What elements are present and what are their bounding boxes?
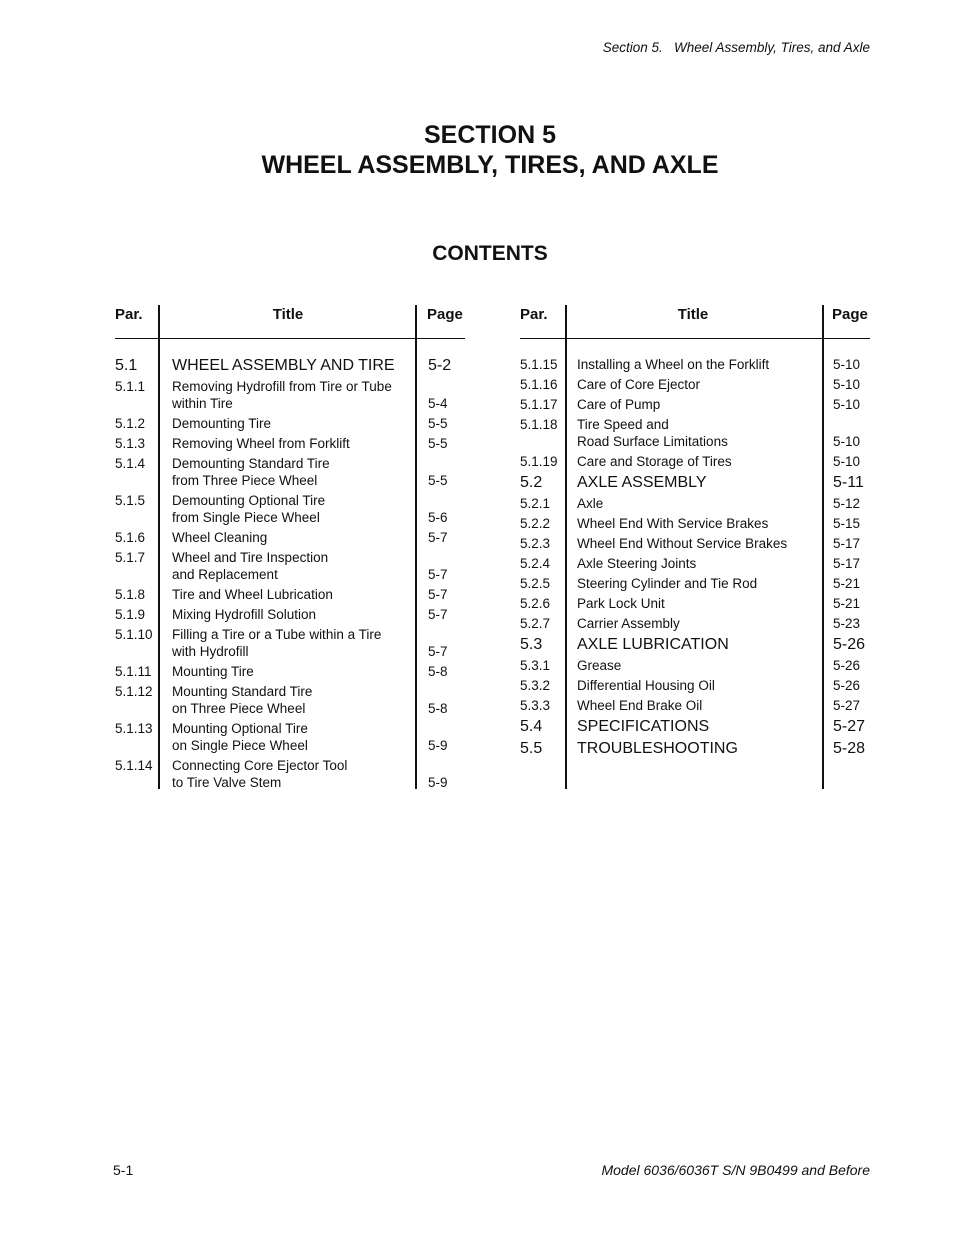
toc-page: 5-7 [428,587,448,602]
toc-par: 5.1.11 [115,664,152,679]
toc-title: Mixing Hydrofill Solution [172,607,317,622]
toc-par: 5.1.18 [520,417,558,432]
toc-par: 5.1.1 [115,379,146,394]
toc-title: Mounting Standard Tire on Three Piece Wheel [172,684,313,716]
toc-par: 5.1.14 [115,758,153,773]
toc-par: 5.2.1 [520,496,551,511]
toc-page: 5-17 [833,556,861,571]
toc-entry [115,435,465,452]
toc-par: 5.1 [115,357,138,374]
section-title [0,120,954,180]
section-number: SECTION 5 [424,121,556,149]
toc-par: 5.2.3 [520,536,551,551]
toc-title: Wheel Cleaning [172,530,268,545]
toc-par: 5.3 [520,636,543,653]
toc-title: Axle Steering Joints [577,556,697,571]
toc-entry [520,717,870,737]
toc-par: 5.3.1 [520,658,551,673]
section-name: WHEEL ASSEMBLY, TIRES, AND AXLE [261,151,719,179]
toc-par: 5.2.7 [520,616,551,631]
toc-par: 5.1.16 [520,377,558,392]
toc-right-rows [520,339,870,759]
par-header: Par. [520,306,548,323]
toc-par: 5.2 [520,474,543,491]
toc-title: Demounting Optional Tire from Single Piece Wheel [172,493,326,525]
toc-title: Care of Core Ejector [577,377,701,392]
toc-page: 5-10 [833,397,861,412]
toc-title: Steering Cylinder and Tie Rod [577,576,758,591]
toc-par: 5.3.3 [520,698,551,713]
toc-par: 5.1.15 [520,357,558,372]
toc-par: 5.1.13 [115,721,153,736]
toc-title: Care and Storage of Tires [577,454,732,469]
toc-title: TROUBLESHOOTING [577,740,738,757]
toc-page: 5-26 [833,658,861,673]
toc-title: Mounting Tire [172,664,254,679]
toc-title: Removing Wheel from Forklift [172,436,350,451]
toc-entry [520,739,870,759]
toc-page: 5-10 [833,454,861,469]
toc-title: Installing a Wheel on the Forklift [577,357,770,372]
model-footer: Model 6036/6036T S/N 9B0499 and Before [601,1162,870,1178]
toc-title: Wheel End Brake Oil [577,698,703,713]
toc-entry [520,495,870,512]
toc-par: 5.1.3 [115,436,146,451]
toc-page: 5-8 [428,664,448,679]
toc-title: WHEEL ASSEMBLY AND TIRE [172,357,395,374]
toc-title: Wheel End Without Service Brakes [577,536,788,551]
toc-page: 5-21 [833,576,861,591]
toc-par: 5.2.4 [520,556,551,571]
toc-entry [115,529,465,546]
toc-par: 5.2.6 [520,596,551,611]
toc-header-row [115,305,465,339]
toc-page: 5-11 [833,474,864,491]
toc-entry [520,376,870,393]
toc-title: Connecting Core Ejector Tool to Tire Valve Stem [172,758,348,790]
toc-page: 5-8 [428,701,448,716]
toc-entry [115,683,465,717]
toc-par: 5.5 [520,740,543,757]
toc-page: 5-7 [428,567,448,582]
toc-par: 5.1.17 [520,397,558,412]
toc-title: Carrier Assembly [577,616,680,631]
toc-title: Removing Hydrofill from Tire or Tube within Tire [172,379,392,411]
toc-title: Care of Pump [577,397,661,412]
toc-page: 5-26 [833,678,861,693]
toc-page: 5-2 [428,357,452,374]
toc-page: 5-21 [833,596,861,611]
toc-header-row [520,305,870,339]
toc-par: 5.1.5 [115,493,146,508]
toc-page: 5-4 [428,396,448,411]
toc-title: Mounting Optional Tire on Single Piece Wheel [172,721,308,753]
toc-entry [115,356,465,376]
toc-page: 5-7 [428,644,448,659]
toc-entry [115,455,465,489]
toc-entry [520,555,870,572]
toc-entry [115,757,465,791]
toc-left-rows [115,339,465,791]
toc-par: 5.2.2 [520,516,551,531]
toc-entry [520,515,870,532]
toc-title: Demounting Standard Tire from Three Piece Wheel [172,456,330,488]
toc-page: 5-7 [428,530,448,545]
toc-par: 5.1.7 [115,550,146,565]
toc-par: 5.2.5 [520,576,551,591]
toc-title: Filling a Tire or a Tube within a Tire with Hydrofill [172,627,382,659]
toc-par: 5.1.19 [520,454,558,469]
toc-par: 5.1.8 [115,587,146,602]
toc-title: SPECIFICATIONS [577,718,710,735]
toc-par: 5.1.10 [115,627,153,642]
toc-page: 5-17 [833,536,861,551]
toc-par: 5.1.12 [115,684,153,699]
toc-entry [115,549,465,583]
toc-title: Grease [577,658,622,673]
toc-entry [520,416,870,450]
toc-right-column [520,305,870,761]
title-header: Title [272,306,304,323]
toc-title: Tire and Wheel Lubrication [172,587,333,602]
toc-title: Park Lock Unit [577,596,665,611]
toc-page: 5-26 [833,636,866,653]
toc-title: AXLE ASSEMBLY [577,474,707,491]
toc-entry [520,635,870,655]
toc-entry [520,473,870,493]
toc-entry [520,615,870,632]
title-header: Title [677,306,709,323]
toc-page: 5-5 [428,436,448,451]
toc-entry [115,663,465,680]
toc-entry [520,453,870,470]
toc-entry [115,720,465,754]
toc-title: Tire Speed and Road Surface Limitations [577,417,728,449]
toc-entry [115,415,465,432]
toc-title: Wheel and Tire Inspection and Replacement [172,550,329,582]
toc-title: Wheel End With Service Brakes [577,516,769,531]
toc-page: 5-5 [428,473,448,488]
toc-entry [520,535,870,552]
toc-page: 5-23 [833,616,861,631]
page-number: 5-1 [113,1162,134,1178]
toc-entry [520,697,870,714]
contents-heading: CONTENTS [432,242,548,265]
toc-par: 5.1.4 [115,456,146,471]
toc-page: 5-27 [833,718,866,735]
toc-page: 5-10 [833,377,861,392]
toc-par: 5.3.2 [520,678,551,693]
toc-entry [115,492,465,526]
toc-entry [115,378,465,412]
toc-page: 5-6 [428,510,448,525]
toc-page: 5-12 [833,496,861,511]
toc-page: 5-9 [428,738,448,753]
toc-par: 5.1.6 [115,530,146,545]
toc-entry [115,606,465,623]
toc-par: 5.4 [520,718,543,735]
toc-entry [520,657,870,674]
page-header: Page [427,306,463,323]
toc-par: 5.1.9 [115,607,146,622]
toc-entry [115,626,465,660]
toc-title: Axle [577,496,604,511]
toc-page: 5-9 [428,775,448,790]
toc-page: 5-10 [833,357,861,372]
toc-entry [520,356,870,373]
toc-entry [520,595,870,612]
toc-page: 5-10 [833,434,861,449]
toc-page: 5-28 [833,740,866,757]
toc-title: AXLE LUBRICATION [577,636,729,653]
toc-page: 5-27 [833,698,861,713]
toc-par: 5.1.2 [115,416,146,431]
toc-page: 5-7 [428,607,448,622]
toc-entry [520,396,870,413]
toc-title: Differential Housing Oil [577,678,715,693]
running-header: Section 5. Wheel Assembly, Tires, and Axle [602,40,870,55]
toc-entry [115,586,465,603]
toc-entry [520,575,870,592]
toc-title: Demounting Tire [172,416,272,431]
par-header: Par. [115,306,143,323]
toc-entry [520,677,870,694]
toc-left-column [115,305,465,794]
toc-page: 5-5 [428,416,448,431]
page-header: Page [832,306,868,323]
toc-page: 5-15 [833,516,861,531]
